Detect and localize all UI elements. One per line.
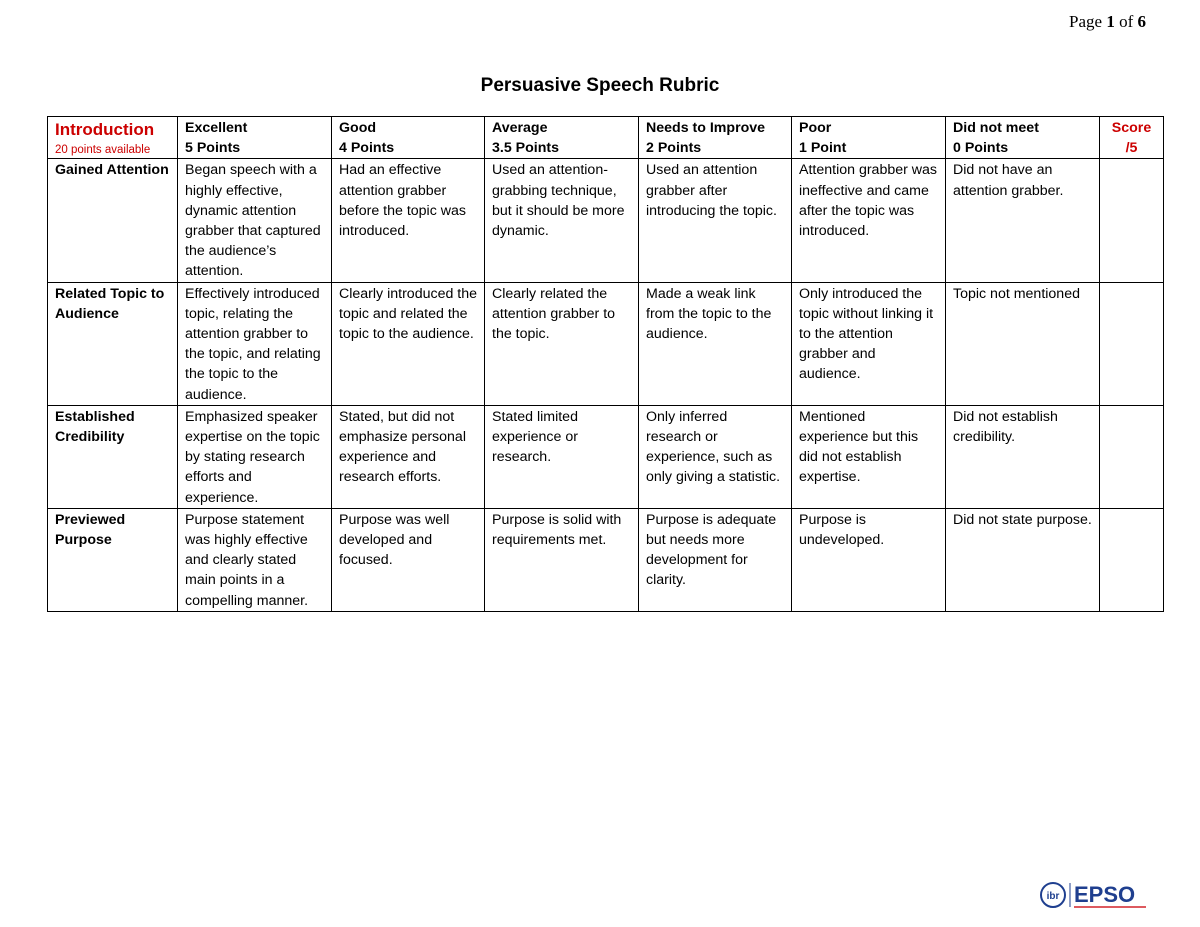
level-header-good	[332, 117, 485, 159]
level-name: Poor	[799, 120, 832, 136]
level-name: Needs to Improve	[646, 120, 766, 136]
level-points: 1 Point	[799, 140, 847, 157]
header-row	[48, 117, 1164, 159]
rubric-cell: Did not have an attention grabber.	[946, 159, 1100, 282]
level-header-poor	[792, 117, 946, 159]
criterion-cell: Established Credibility	[48, 405, 178, 508]
level-header-average	[485, 117, 639, 159]
level-name: Did not meet	[953, 120, 1039, 136]
criterion-cell: Gained Attention	[48, 159, 178, 282]
level-points: 3.5 Points	[492, 140, 560, 157]
criterion-cell: Related Topic to Audience	[48, 282, 178, 405]
rubric-cell: Used an attention-grabbing technique, but it should be more dynamic.	[485, 159, 639, 282]
score-cell[interactable]	[1100, 282, 1164, 405]
page-of: of	[1119, 12, 1134, 31]
table-row	[48, 405, 1164, 508]
rubric-cell: Clearly related the attention grabber to the topic.	[485, 282, 639, 405]
rubric-cell: Had an effective attention grabber before the topic was introduced.	[332, 159, 485, 282]
page-indicator	[1069, 12, 1146, 32]
rubric-cell: Began speech with a highly effective, dynamic attention grabber that captured the audience’s attention.	[178, 159, 332, 282]
section-points-available: 20 points available	[55, 144, 151, 156]
level-points: 5 Points	[185, 140, 241, 157]
table-row	[48, 282, 1164, 405]
rubric-cell: Purpose is solid with requirements met.	[485, 508, 639, 611]
page-label: Page	[1069, 12, 1103, 31]
logo-wordmark: EPSO	[1074, 882, 1136, 907]
rubric-cell: Mentioned experience but this did not establish expertise.	[792, 405, 946, 508]
rubric-cell: Effectively introduced topic, relating the attention grabber to the topic, and relating the topic to the audience.	[178, 282, 332, 405]
score-cell[interactable]	[1100, 159, 1164, 282]
rubric-cell: Clearly introduced the topic and related the topic to the audience.	[332, 282, 485, 405]
level-header-needs-improve	[639, 117, 792, 159]
rubric-cell: Only inferred research or experience, such as only giving a statistic.	[639, 405, 792, 508]
criterion-cell: Previewed Purpose	[48, 508, 178, 611]
rubric-table	[47, 116, 1164, 612]
rubric-cell: Made a weak link from the topic to the audience.	[639, 282, 792, 405]
rubric-cell: Attention grabber was ineffective and came after the topic was introduced.	[792, 159, 946, 282]
level-name: Good	[339, 120, 377, 136]
rubric-cell: Emphasized speaker expertise on the topic by stating research efforts and experience.	[178, 405, 332, 508]
page-total: 6	[1137, 12, 1146, 31]
score-label: Score	[1111, 120, 1152, 136]
rubric-cell: Purpose is undeveloped.	[792, 508, 946, 611]
page-current: 1	[1106, 12, 1115, 31]
epso-logo	[1040, 878, 1150, 912]
score-header	[1100, 117, 1164, 159]
rubric-cell: Purpose was well developed and focused.	[332, 508, 485, 611]
rubric-cell: Used an attention grabber after introducing the topic.	[639, 159, 792, 282]
rubric-cell: Purpose statement was highly effective and clearly stated main points in a compelling manner.	[178, 508, 332, 611]
rubric-cell: Stated limited experience or research.	[485, 405, 639, 508]
level-name: Excellent	[185, 120, 248, 136]
rubric-cell: Purpose is adequate but needs more development for clarity.	[639, 508, 792, 611]
level-header-did-not-meet	[946, 117, 1100, 159]
level-header-excellent	[178, 117, 332, 159]
rubric-cell: Only introduced the topic without linking it to the attention grabber and audience.	[792, 282, 946, 405]
rubric-cell: Topic not mentioned	[946, 282, 1100, 405]
rubric-cell: Stated, but did not emphasize personal experience and research efforts.	[332, 405, 485, 508]
document-title: Persuasive Speech Rubric	[480, 75, 720, 96]
rubric-cell: Did not state purpose.	[946, 508, 1100, 611]
level-points: 0 Points	[953, 140, 1009, 157]
rubric-cell: Did not establish credibility.	[946, 405, 1100, 508]
score-cell[interactable]	[1100, 405, 1164, 508]
level-name: Average	[492, 120, 548, 136]
level-points: 4 Points	[339, 140, 395, 157]
table-row	[48, 159, 1164, 282]
score-max: /5	[1125, 140, 1138, 157]
level-points: 2 Points	[646, 140, 702, 157]
table-row	[48, 508, 1164, 611]
section-header-cell	[48, 117, 178, 159]
score-cell[interactable]	[1100, 508, 1164, 611]
section-title: Introduction	[55, 120, 155, 139]
logo-badge-text: ibr	[1046, 891, 1060, 902]
